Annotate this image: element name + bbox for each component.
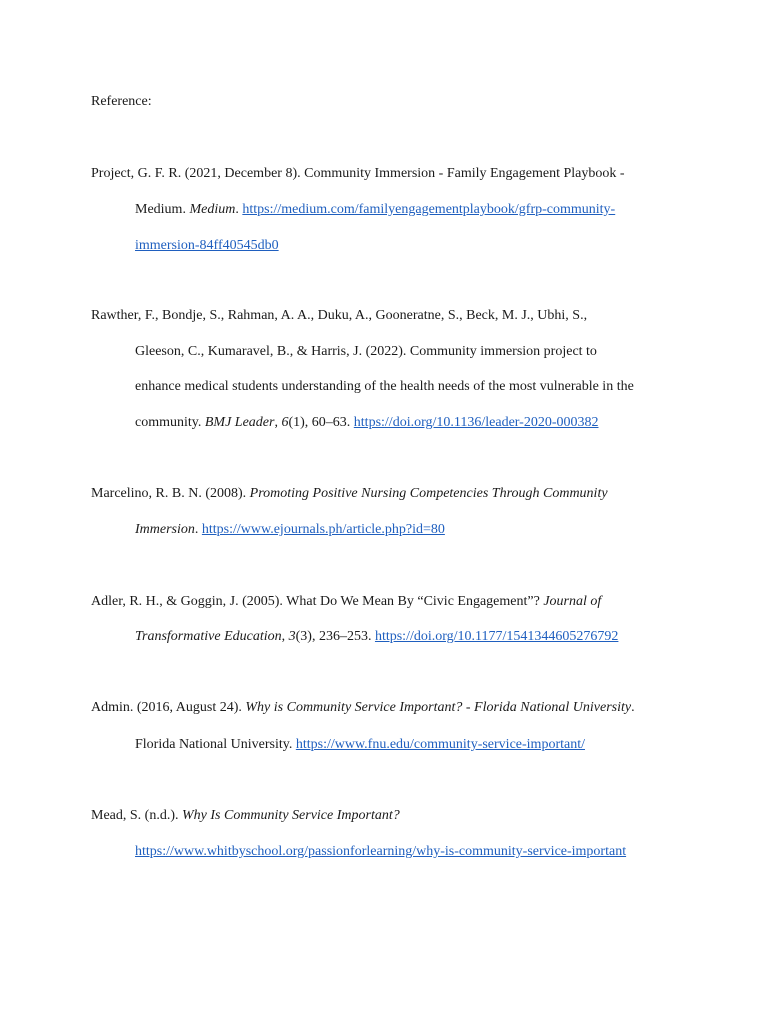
reference-line [135, 842, 626, 862]
reference-line [91, 806, 400, 826]
reference-line [91, 484, 608, 504]
source-title: Why is Community Service Important? - Florida National University [245, 700, 632, 715]
source-title: Immersion [135, 522, 195, 537]
reference-text: Admin. (2016, August 24). [91, 700, 246, 715]
reference-link[interactable]: immersion-84ff40545db0 [135, 238, 279, 253]
reference-line [91, 698, 635, 718]
volume-number: 3 [288, 629, 296, 644]
reference-text: Adler, R. H., & Goggin, J. (2005). What Do We Mean By “Civic Engagement”? [91, 594, 544, 609]
reference-line [91, 164, 625, 184]
reference-text: , [281, 629, 289, 644]
reference-text: Marcelino, R. B. N. (2008). [91, 486, 250, 501]
reference-line [135, 342, 597, 362]
reference-text: (3), 236–253. [295, 629, 375, 644]
reference-text: Rawther, F., Bondje, S., Rahman, A. A., Duku, A., Gooneratne, S., Beck, M. J., Ubhi, S., [91, 308, 588, 323]
reference-line [135, 627, 618, 647]
reference-text: Gleeson, C., Kumaravel, B., & Harris, J. (2022). Community immersion project to [135, 344, 597, 359]
journal-title: BMJ Leader [204, 415, 275, 430]
reference-text: . [194, 522, 202, 537]
reference-text: Florida National University. [135, 737, 296, 752]
reference-text: (1), 60–63. [288, 415, 354, 430]
reference-link[interactable]: https://doi.org/10.1177/1541344605276792 [374, 629, 619, 644]
reference-link[interactable]: https://www.whitbyschool.org/passionforlearning/why-is-community-service-important [135, 844, 627, 859]
reference-line [135, 735, 585, 755]
reference-text: Mead, S. (n.d.). [91, 808, 182, 823]
reference-line [135, 236, 279, 256]
reference-link[interactable]: https://medium.com/familyengagementplaybook/gfrp-community- [242, 202, 616, 217]
reference-heading: Reference: [91, 94, 152, 109]
reference-line [135, 413, 599, 433]
reference-text: Project, G. F. R. (2021, December 8). Community Immersion - Family Engagement Playbook - [91, 166, 625, 181]
reference-text: Medium. [135, 202, 190, 217]
reference-line [135, 377, 634, 397]
source-title: Medium [189, 202, 236, 217]
reference-line [135, 200, 615, 220]
reference-link[interactable]: https://www.ejournals.ph/article.php?id=80 [201, 522, 445, 537]
journal-title: Transformative Education [135, 629, 282, 644]
reference-line [135, 520, 445, 540]
volume-number: 6 [281, 415, 289, 430]
journal-title: Journal of [543, 594, 602, 609]
source-title: Why Is Community Service Important? [182, 808, 400, 823]
reference-text: enhance medical students understanding of the health needs of the most vulnerable in the [135, 379, 634, 394]
reference-text: . [631, 700, 635, 715]
reference-line [91, 306, 587, 326]
reference-text: . [235, 202, 243, 217]
reference-link[interactable]: https://www.fnu.edu/community-service-important/ [295, 737, 585, 752]
reference-text: , [274, 415, 282, 430]
reference-text: community. [135, 415, 205, 430]
reference-line [91, 592, 601, 612]
source-title: Promoting Positive Nursing Competencies Through Community [249, 486, 608, 501]
reference-link[interactable]: https://doi.org/10.1136/leader-2020-000382 [353, 415, 599, 430]
